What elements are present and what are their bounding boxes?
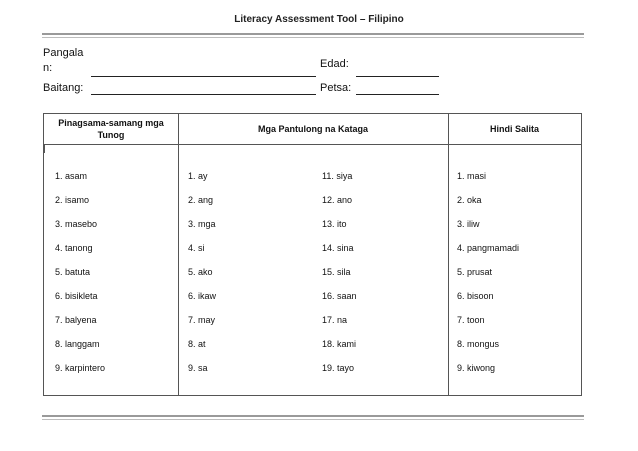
list-item: 3. masebo <box>55 219 98 229</box>
list-item: 2. oka <box>457 195 482 205</box>
list-item: 4. pangmamadi <box>457 243 520 253</box>
list-item: 3. iliw <box>457 219 480 229</box>
age-field[interactable] <box>356 76 439 77</box>
list-item: 13. ito <box>322 219 347 229</box>
header-blended-sounds: Pinagsama-samang mga Tunog <box>44 114 178 145</box>
name-label: Pangala n: <box>43 47 84 74</box>
header-rule <box>42 33 584 38</box>
list-item: 9. karpintero <box>55 363 106 373</box>
list-item: 2. ang <box>188 195 214 205</box>
column-divider <box>178 114 179 395</box>
document-title: Literacy Assessment Tool – Filipino <box>234 14 404 25</box>
header-function-words: Mga Pantulong na Kataga <box>178 114 448 145</box>
list-item: 7. balyena <box>55 315 97 325</box>
list-item: 7. may <box>188 315 216 325</box>
list-item: 6. bisoon <box>457 291 494 301</box>
list-item: 1. asam <box>55 171 88 181</box>
list-item: 5. prusat <box>457 267 493 277</box>
list-item: 9. kiwong <box>457 363 496 373</box>
list-item: 19. tayo <box>322 363 355 373</box>
list-item: 11. siya <box>322 171 353 181</box>
list-item: 16. saan <box>322 291 357 301</box>
footer-rule <box>42 415 584 420</box>
grade-field[interactable] <box>91 94 316 95</box>
list-item: 6. ikaw <box>188 291 217 301</box>
list-item: 4. si <box>188 243 205 253</box>
list-item: 8. langgam <box>55 339 100 349</box>
column-divider <box>448 114 449 395</box>
list-item: 6. bisikleta <box>55 291 98 301</box>
list-item: 7. toon <box>457 315 485 325</box>
date-label: Petsa: <box>320 82 352 94</box>
list-item: 4. tanong <box>55 243 93 253</box>
date-field[interactable] <box>356 94 439 95</box>
list-item: 2. isamo <box>55 195 90 205</box>
list-item: 15. sila <box>322 267 351 277</box>
grade-label: Baitang: <box>43 82 84 94</box>
name-field[interactable] <box>91 76 316 77</box>
age-label: Edad: <box>320 58 349 70</box>
list-item: 1. masi <box>457 171 487 181</box>
list-item: 12. ano <box>322 195 353 205</box>
list-item: 8. at <box>188 339 206 349</box>
list-item: 9. sa <box>188 363 208 373</box>
list-item: 3. mga <box>188 219 216 229</box>
assessment-table <box>43 113 582 396</box>
list-item: 8. mongus <box>457 339 500 349</box>
list-item: 14. sina <box>322 243 354 253</box>
list-item: 5. batuta <box>55 267 91 277</box>
list-item: 17. na <box>322 315 348 325</box>
list-item: 1. ay <box>188 171 208 181</box>
list-item: 18. kami <box>322 339 357 349</box>
list-item: 5. ako <box>188 267 213 277</box>
header-non-words: Hindi Salita <box>448 114 581 145</box>
